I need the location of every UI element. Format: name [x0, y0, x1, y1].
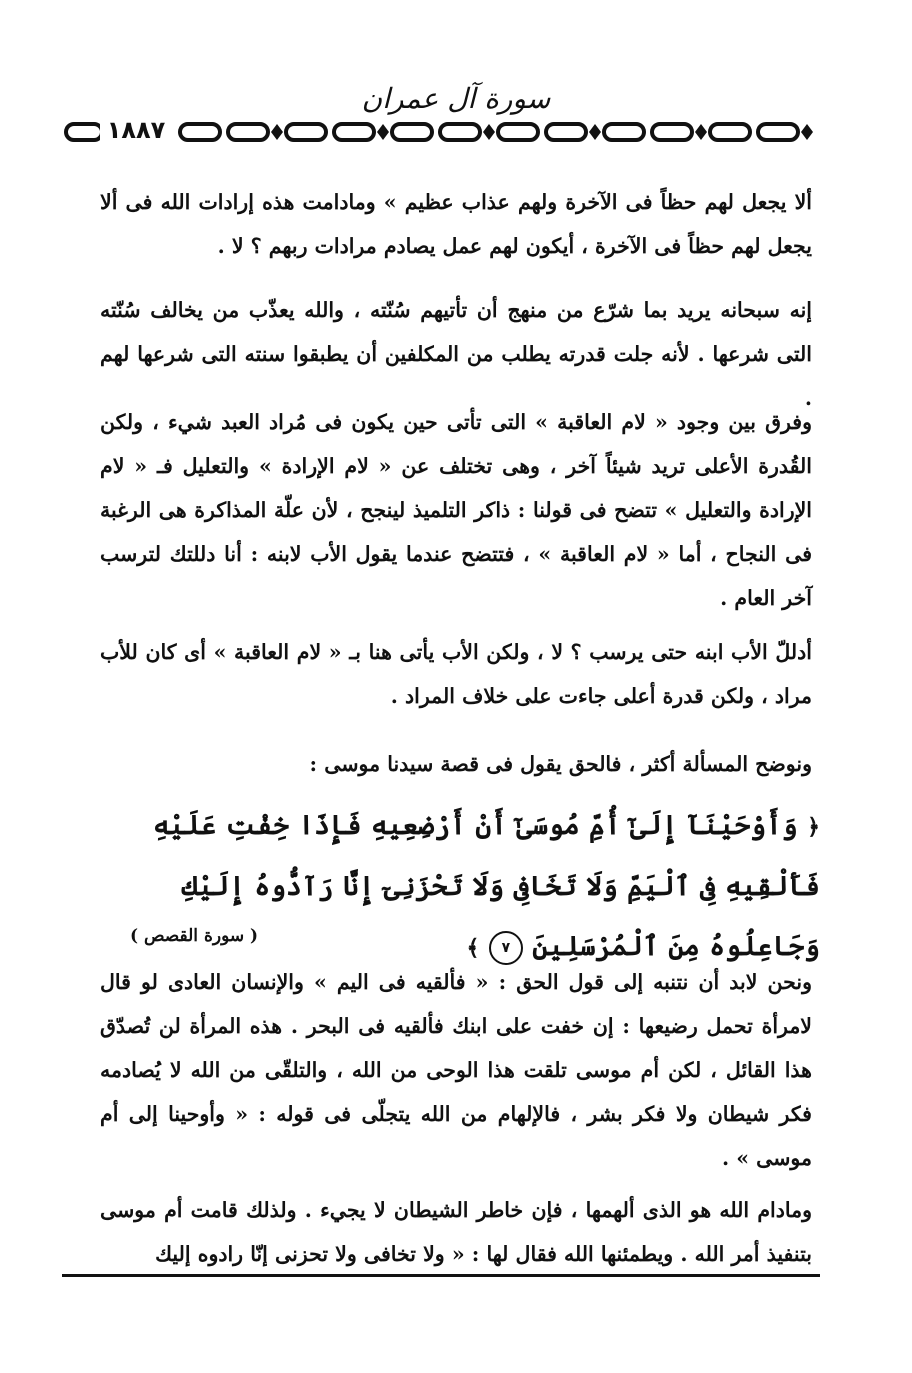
verse-reference: ( سورة القصص )	[130, 926, 259, 946]
footer-rule	[62, 1274, 820, 1277]
verse-open-mark: ﴿	[807, 814, 820, 840]
paragraph-7: ومادام الله هو الذى ألهمها ، فإن خاطر الشيطان لا يجيء . ولذلك قامت أم موسى بتنفيذ أمر الله . ويطمئنها الله فقال لها : « ولا تخافى ولا تحزنى إنّا رادوه إليك	[100, 1198, 812, 1266]
surah-header-title: سورة آل عمران	[361, 82, 551, 115]
page-number: ١٨٨٧	[100, 116, 172, 144]
paragraph-5: ونوضح المسألة أكثر ، فالحق يقول فى قصة سيدنا موسى :	[309, 752, 812, 776]
paragraph-1: ألا يجعل لهم حظاً فى الآخرة ولهم عذاب عظيم » ومادامت هذه إرادات الله فى ألا يجعل لهم حظاً فى الآخرة ، أيكون لهم عمل يصادم مرادات ربهم ؟ لا .	[100, 190, 812, 258]
paragraph-4: أدللّ الأب ابنه حتى يرسب ؟ لا ، ولكن الأب يأتى هنا بـ « لام العاقبة » أى كان للأب مراد ، ولكن قدرة أعلى جاءت على خلاف المراد .	[100, 640, 812, 708]
paragraph-2: إنه سبحانه يريد بما شرّع من منهج أن تأتيهم سُنّته ، والله يعذّب من يخالف سُنّته التى شرعها . لأنه جلت قدرته يطلب من المكلفين أن يطبقوا سنته التى شرعها لهم .	[100, 298, 812, 410]
verse-text: وَأَوْحَيْنَآ إِلَىٰٓ أُمِّ مُوسَىٰٓ أَنْ أَرْضِعِيهِ فَإِذَا خِفْتِ عَلَيْهِ فَأَلْقِيهِ فِى ٱلْيَمِّ وَلَا تَخَافِى وَلَا تَحْزَنِىٓ إِنَّا رَآدُّوهُ إِلَيْكِ وَجَاعِلُوهُ مِنَ ٱلْمُرْسَلِينَ	[152, 810, 820, 962]
verse-close-mark: ﴾	[466, 935, 480, 961]
quran-verse	[115, 796, 820, 978]
header-ornament-border	[62, 118, 834, 146]
verse-number: ٧	[489, 931, 523, 965]
paragraph-3: وفرق بين وجود « لام العاقبة » التى تأتى حين يكون فى مُراد العبد شيء ، ولكن القُدرة الأعلى تريد شيئاً آخر ، وهى تختلف عن « لام الإرادة » والتعليل فـ « لام الإرادة والتعليل » تتضح فى قولنا : ذاكر التلميذ لينجح ، لأن علّة المذاكرة هى الرغبة فى النجاح ، أما « لام العاقبة » ، فتتضح عندما يقول الأب لابنه : أنا دللتك لترسب آخر العام .	[100, 410, 812, 610]
paragraph-6: ونحن لابد أن نتنبه إلى قول الحق : « فألقيه فى اليم » والإنسان العادى لو قال لامرأة تحمل رضيعها : إن خفت على ابنك فألقيه فى البحر . هذه المرأة لن تُصدّق هذا القائل ، لكن أم موسى تلقت هذا الوحى من الله ، والتلقّى من الله لا يُصادمه فكر شيطان ولا فكر بشر ، فالإلهام من الله يتجلّى فى قوله : « وأوحينا إلى أم موسى » .	[100, 970, 812, 1170]
